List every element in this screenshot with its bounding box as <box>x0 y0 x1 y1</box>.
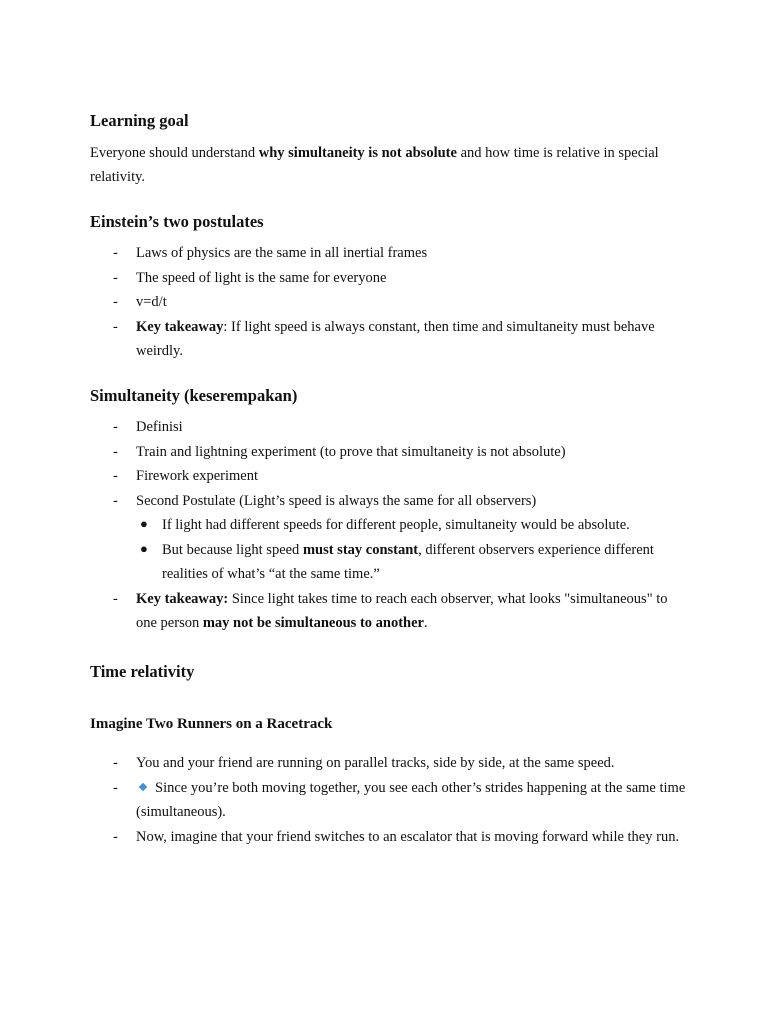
list-item: - The speed of light is the same for everyone <box>113 269 387 286</box>
list-item: - Train and lightning experiment (to prove that simultaneity is not absolute) <box>113 443 566 460</box>
list-item: - Definisi <box>113 419 183 435</box>
postulates-heading: Einstein’s two postulates <box>90 212 264 231</box>
emphasis: why simultaneity is not absolute <box>258 145 457 161</box>
learning-goal-heading: Learning goal <box>90 111 189 130</box>
list-item-key-takeaway: - Key takeaway: If light speed is always constant, then time and simultaneity must behave weirdly. <box>113 318 655 359</box>
key-takeaway-label: Key takeaway <box>136 318 224 335</box>
list-item: - v=d/t <box>113 294 167 310</box>
list-item-key-takeaway: - Key takeaway: Since light takes time to reach each observer, what looks "simultaneous" to one person may not be simultaneous to another. <box>113 590 668 631</box>
sub-list-item: ● If light had different speeds for different people, simultaneity would be absolute. <box>140 516 630 533</box>
list-item: - You and your friend are running on parallel tracks, side by side, at the same speed. <box>113 755 615 771</box>
diamond-icon <box>139 783 147 791</box>
key-takeaway-label: Key takeaway: <box>136 590 229 607</box>
runners-list <box>90 751 690 849</box>
simultaneity-list <box>90 415 690 636</box>
sub-list <box>136 513 690 587</box>
learning-goal-paragraph: Everyone should understand why simultaneity is not absolute and how time is relative in special relativity. <box>90 145 659 185</box>
racetrack-subheading: Imagine Two Runners on a Racetrack <box>90 716 333 732</box>
sub-list-item: ● But because light speed must stay constant, different observers experience different realities of what’s “at the same time.” <box>140 540 654 582</box>
list-item: - Since you’re both moving together, you see each other’s strides happening at the same time (simultaneous). <box>113 779 686 820</box>
list-item: - Laws of physics are the same in all inertial frames <box>113 245 428 261</box>
emphasis: may not be simultaneous to another <box>202 615 424 631</box>
list-item: - Now, imagine that your friend switches to an escalator that is moving forward while they run. <box>113 828 680 845</box>
list-item: - Firework experiment <box>113 468 259 484</box>
simultaneity-heading: Simultaneity (keserempakan) <box>90 386 298 405</box>
emphasis: must stay constant <box>302 541 419 558</box>
list-item: - Second Postulate (Light’s speed is always the same for all observers) ● If light had different speeds for different people, simultaneity would be absolute. ● But because light speed must stay constant, different observers experience different realities of what’s “at the same time.” <box>90 489 690 587</box>
postulates-list <box>90 241 690 364</box>
time-relativity-heading: Time relativity <box>90 662 195 681</box>
